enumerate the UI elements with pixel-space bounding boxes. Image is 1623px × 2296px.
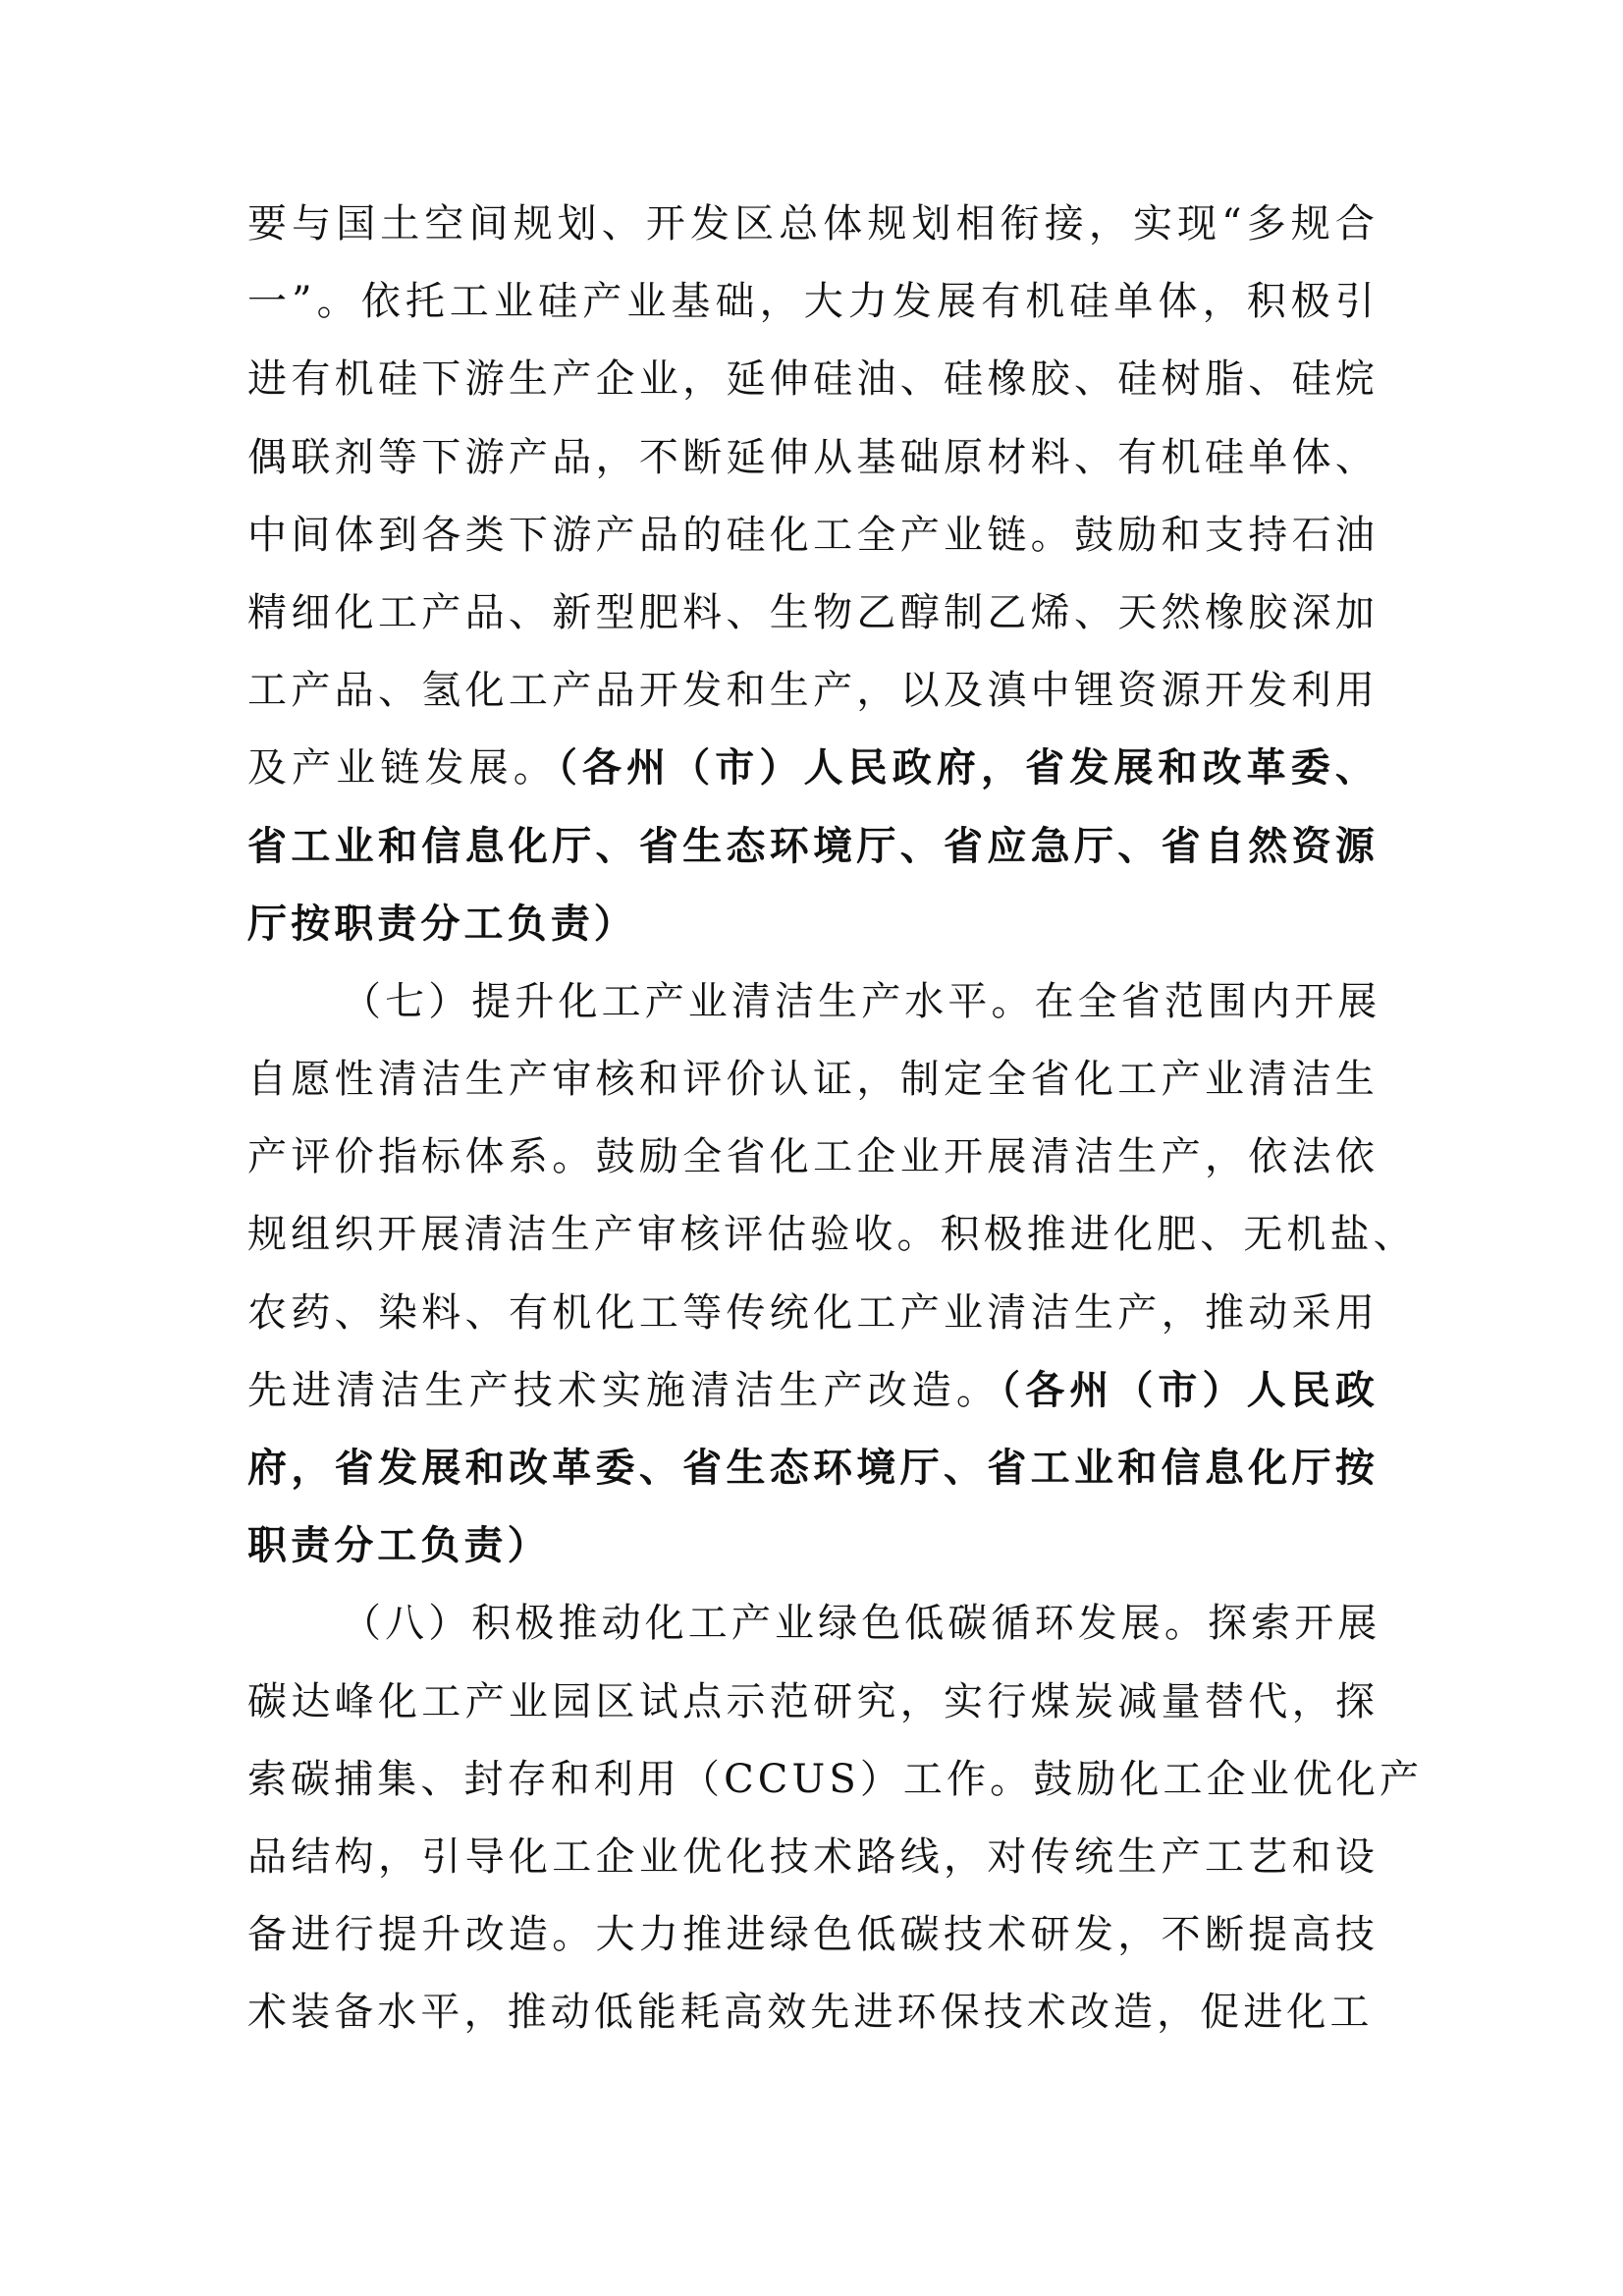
body-text-segment: 品结构，引导化工企业优化技术路线，对传统生产工艺和设 bbox=[247, 1833, 1379, 1880]
body-text-segment: 术装备水平，推动低能耗高效先进环保技术改造，促进化工 bbox=[247, 1990, 1374, 2036]
text-line bbox=[247, 574, 1379, 652]
body-text-segment: 探索开展 bbox=[1208, 1601, 1381, 1647]
text-line bbox=[247, 1430, 1379, 1507]
text-line bbox=[247, 1819, 1379, 1896]
text-line bbox=[247, 419, 1379, 497]
document-body bbox=[247, 186, 1424, 2052]
text-line bbox=[247, 263, 1379, 341]
paragraph-continued bbox=[247, 186, 1379, 963]
paragraph-seven bbox=[247, 963, 1417, 1586]
body-text-segment: 及产业链发展。 bbox=[247, 745, 558, 792]
paragraph-eight bbox=[247, 1585, 1424, 2051]
text-line bbox=[247, 1119, 1379, 1196]
responsibility-note: （各州（市）人民政 bbox=[1000, 1367, 1379, 1413]
body-text-segment: 碳达峰化工产业园区试点示范研究，实行煤炭减量替代，探 bbox=[247, 1678, 1379, 1724]
section-heading: （七）提升化工产业清洁生产水平。 bbox=[342, 978, 1035, 1024]
text-line bbox=[247, 963, 1379, 1041]
text-line bbox=[247, 1741, 1424, 1819]
body-text-segment: 进有机硅下游生产企业，延伸硅油、硅橡胶、硅树脂、硅烷 bbox=[247, 356, 1379, 403]
body-text-segment: 索碳捕集、封存和利用（CCUS）工作。鼓励化工企业优化产 bbox=[247, 1756, 1424, 1802]
section-heading: （八）积极推动化工产业绿色低碳循环发展。 bbox=[342, 1601, 1208, 1647]
responsibility-note: 厅按职责分工负责） bbox=[247, 901, 637, 947]
text-line bbox=[247, 1352, 1379, 1430]
body-text-segment: 要与国土空间规划、开发区总体规划相衔接，实现“多规合 bbox=[247, 201, 1379, 246]
text-line bbox=[247, 1041, 1379, 1119]
body-text-segment: 产评价指标体系。鼓励全省化工企业开展清洁生产，依法依 bbox=[247, 1134, 1379, 1180]
body-text-segment: 农药、染料、有机化工等传统化工产业清洁生产，推动采用 bbox=[247, 1289, 1379, 1336]
responsibility-note: 省工业和信息化厅、省生态环境厅、省应急厅、省自然资源 bbox=[247, 823, 1379, 869]
text-line bbox=[247, 497, 1379, 574]
body-text-segment: 工产品、氢化工产品开发和生产，以及滇中锂资源开发利用 bbox=[247, 668, 1379, 714]
body-text-segment: 中间体到各类下游产品的硅化工全产业链。鼓励和支持石油 bbox=[247, 512, 1379, 558]
body-text-segment: 在全省范围内开展 bbox=[1034, 978, 1381, 1024]
text-line bbox=[247, 1196, 1417, 1274]
body-text-segment: 一”。依托工业硅产业基础，大力发展有机硅单体，积极引 bbox=[247, 279, 1379, 325]
text-line bbox=[247, 730, 1379, 807]
text-line bbox=[247, 808, 1379, 886]
responsibility-note: （各州（市）人民政府，省发展和改革委、 bbox=[557, 745, 1379, 792]
body-text-segment: 备进行提升改造。大力推进绿色低碳技术研发，不断提高技 bbox=[247, 1912, 1379, 1958]
responsibility-note: 府，省发展和改革委、省生态环境厅、省工业和信息化厅按 bbox=[247, 1446, 1379, 1491]
text-line bbox=[247, 341, 1379, 418]
text-line bbox=[247, 1275, 1379, 1352]
body-text-segment: 精细化工产品、新型肥料、生物乙醇制乙烯、天然橡胶深加 bbox=[247, 589, 1379, 635]
body-text-segment: 先进清洁生产技术实施清洁生产改造。 bbox=[247, 1367, 1001, 1413]
text-line bbox=[247, 652, 1379, 730]
text-line bbox=[247, 1664, 1379, 1741]
text-line bbox=[247, 186, 1379, 263]
responsibility-note: 职责分工负责） bbox=[247, 1523, 551, 1569]
body-text-segment: 自愿性清洁生产审核和评价认证，制定全省化工产业清洁生 bbox=[247, 1057, 1379, 1103]
text-line bbox=[247, 1507, 1379, 1585]
body-text-segment: 偶联剂等下游产品，不断延伸从基础原材料、有机硅单体、 bbox=[247, 434, 1379, 480]
text-line bbox=[247, 1585, 1379, 1663]
text-line bbox=[247, 886, 1379, 963]
text-line bbox=[247, 1974, 1379, 2051]
text-line bbox=[247, 1896, 1379, 1974]
body-text-segment: 规组织开展清洁生产审核评估验收。积极推进化肥、无机盐、 bbox=[247, 1212, 1417, 1258]
